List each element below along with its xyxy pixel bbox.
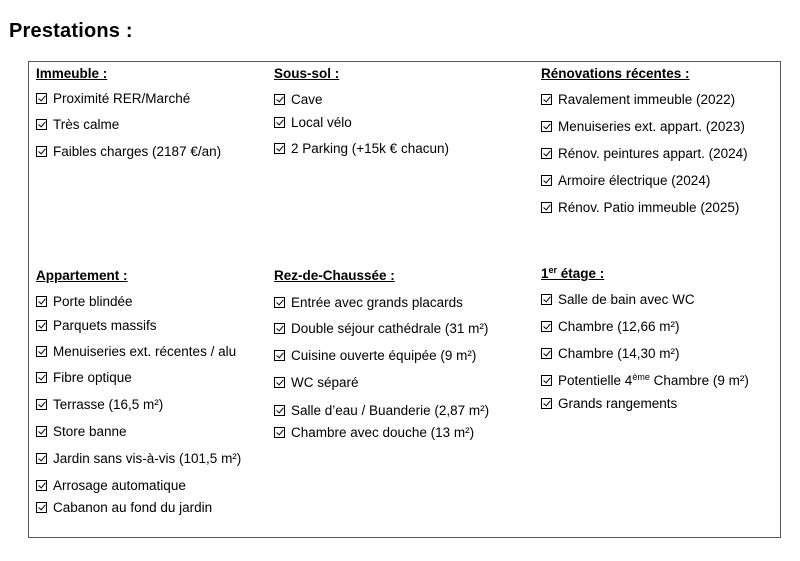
list-item: Rénov. peintures appart. (2024) — [541, 146, 748, 161]
list-item: Menuiseries ext. appart. (2023) — [541, 119, 745, 134]
section-sous-sol — [274, 66, 524, 166]
checkbox-checked-icon — [36, 93, 47, 104]
checkbox-checked-icon — [274, 297, 285, 308]
section-premier-etage — [541, 266, 777, 416]
page-title: Prestations : — [9, 20, 133, 42]
checkbox-checked-icon — [541, 94, 552, 105]
section-rez-de-chaussee — [274, 268, 532, 448]
list-item: Store banne — [36, 424, 127, 439]
checkbox-checked-icon — [36, 296, 47, 307]
section-heading: 1er étage : — [541, 265, 605, 281]
checkbox-checked-icon — [36, 320, 47, 331]
list-item: Salle de bain avec WC — [541, 292, 695, 307]
list-item: Double séjour cathédrale (31 m²) — [274, 321, 488, 336]
list-item: Cave — [274, 92, 323, 107]
list-item: Jardin sans vis-à-vis (101,5 m²) — [36, 451, 241, 466]
list-item: Terrasse (16,5 m²) — [36, 397, 163, 412]
list-item: Cabanon au fond du jardin — [36, 500, 212, 515]
checkbox-checked-icon — [36, 346, 47, 357]
section-heading: Rez-de-Chaussée : — [274, 268, 395, 283]
list-item: 2 Parking (+15k € chacun) — [274, 141, 449, 156]
list-item: Très calme — [36, 117, 119, 132]
list-item: Local vélo — [274, 115, 352, 130]
list-item: Fibre optique — [36, 370, 132, 385]
checkbox-checked-icon — [541, 148, 552, 159]
checkbox-checked-icon — [36, 399, 47, 410]
list-item: Proximité RER/Marché — [36, 91, 190, 106]
checkbox-checked-icon — [36, 146, 47, 157]
list-item: Potentielle 4ème Chambre (9 m²) — [541, 373, 749, 388]
list-item: Rénov. Patio immeuble (2025) — [541, 200, 739, 215]
checkbox-checked-icon — [36, 453, 47, 464]
section-appartement — [36, 268, 264, 520]
checkbox-checked-icon — [274, 350, 285, 361]
list-item: Chambre (12,66 m²) — [541, 319, 680, 334]
list-item: WC séparé — [274, 375, 359, 390]
list-item: Armoire électrique (2024) — [541, 173, 710, 188]
checkbox-checked-icon — [541, 202, 552, 213]
list-item: Chambre (14,30 m²) — [541, 346, 680, 361]
checkbox-checked-icon — [36, 119, 47, 130]
section-immeuble — [36, 66, 256, 166]
checkbox-checked-icon — [541, 294, 552, 305]
list-item: Porte blindée — [36, 294, 133, 309]
section-heading: Immeuble : — [36, 66, 108, 81]
list-item: Salle d’eau / Buanderie (2,87 m²) — [274, 403, 489, 418]
list-item: Parquets massifs — [36, 318, 157, 333]
list-item: Faibles charges (2187 €/an) — [36, 144, 221, 159]
list-item: Entrée avec grands placards — [274, 295, 463, 310]
section-renovations — [541, 66, 777, 226]
checkbox-checked-icon — [541, 375, 552, 386]
checkbox-checked-icon — [274, 323, 285, 334]
checkbox-checked-icon — [36, 502, 47, 513]
section-heading: Sous-sol : — [274, 66, 340, 81]
list-item: Ravalement immeuble (2022) — [541, 92, 735, 107]
list-item: Chambre avec douche (13 m²) — [274, 425, 474, 440]
checkbox-checked-icon — [541, 175, 552, 186]
checkbox-checked-icon — [36, 372, 47, 383]
checkbox-checked-icon — [274, 427, 285, 438]
checkbox-checked-icon — [274, 377, 285, 388]
checkbox-checked-icon — [36, 480, 47, 491]
section-heading: Appartement : — [36, 268, 128, 283]
checkbox-checked-icon — [274, 143, 285, 154]
checkbox-checked-icon — [541, 398, 552, 409]
checkbox-checked-icon — [36, 426, 47, 437]
list-item: Arrosage automatique — [36, 478, 186, 493]
checkbox-checked-icon — [274, 117, 285, 128]
checkbox-checked-icon — [274, 94, 285, 105]
checkbox-checked-icon — [541, 348, 552, 359]
list-item: Cuisine ouverte équipée (9 m²) — [274, 348, 476, 363]
section-heading: Rénovations récentes : — [541, 66, 690, 81]
list-item: Menuiseries ext. récentes / alu — [36, 344, 236, 359]
checkbox-checked-icon — [541, 321, 552, 332]
checkbox-checked-icon — [541, 121, 552, 132]
list-item: Grands rangements — [541, 396, 677, 411]
checkbox-checked-icon — [274, 405, 285, 416]
